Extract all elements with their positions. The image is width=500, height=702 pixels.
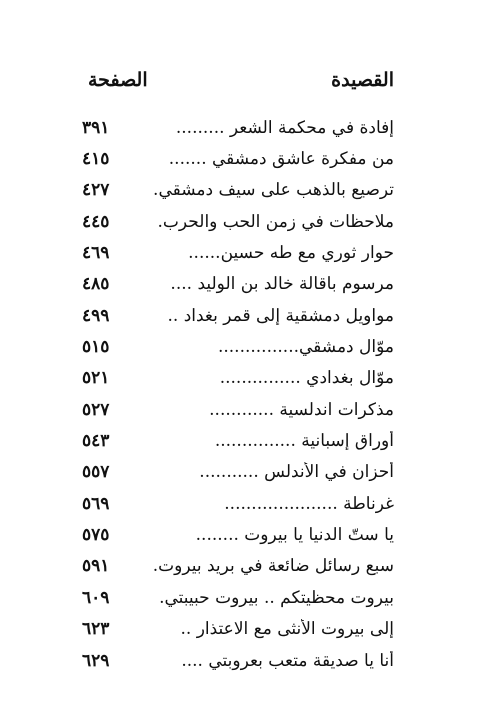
page-number: ٤٦٩	[82, 243, 110, 264]
toc-list	[82, 112, 394, 676]
page-number: ٥٥٧	[82, 462, 110, 483]
page-number: ٤١٥	[82, 149, 110, 170]
toc-entry	[82, 300, 394, 331]
page-number: ٤٨٥	[82, 274, 110, 295]
page-number: ٥٤٣	[82, 431, 110, 452]
toc-header	[88, 66, 394, 94]
poem-title: بيروت محظيتكم .. بيروت حبيبتي.	[159, 587, 394, 608]
toc-entry	[82, 363, 394, 394]
poem-title: من مفكرة عاشق دمشقي .......	[168, 149, 394, 170]
page-number: ٥٩١	[82, 556, 110, 577]
toc-entry	[82, 394, 394, 425]
toc-entry	[82, 331, 394, 362]
page-number: ٣٩١	[82, 117, 110, 138]
toc-entry	[82, 488, 394, 519]
toc-entry	[82, 143, 394, 174]
toc-entry	[82, 237, 394, 268]
poem-title: موّال بغدادي ...............	[219, 368, 394, 389]
poem-title: يا ستّ الدنيا يا بيروت ........	[195, 525, 394, 546]
page-number: ٤٩٩	[82, 305, 110, 326]
poem-title: أنا يا صديقة متعب بعروبتي ....	[181, 650, 394, 671]
toc-entry	[82, 175, 394, 206]
toc-entry	[82, 457, 394, 488]
poem-title: إلى بيروت الأنثى مع الاعتذار ..	[180, 619, 394, 640]
page-number: ٦٠٩	[82, 587, 110, 608]
toc-entry	[82, 112, 394, 143]
page-number: ٥٧٥	[82, 525, 110, 546]
poem-title: مواويل دمشقية إلى قمر بغداد ..	[167, 305, 394, 326]
poem-title: ملاحظات في زمن الحب والحرب.	[157, 211, 394, 232]
page-number: ٥٢١	[82, 368, 110, 389]
toc-entry	[82, 614, 394, 645]
page-number: ٥١٥	[82, 337, 110, 358]
toc-entry	[82, 269, 394, 300]
page-number: ٤٢٧	[82, 180, 110, 201]
poem-title: ترصيع بالذهب على سيف دمشقي.	[153, 180, 394, 201]
toc-entry	[82, 206, 394, 237]
poem-title: مرسوم باقالة خالد بن الوليد ....	[170, 274, 394, 295]
page-number: ٥٦٩	[82, 493, 110, 514]
poem-column-heading: القصيدة	[331, 69, 394, 91]
poem-title: غرناطة .....................	[224, 493, 394, 514]
poem-title: أوراق إسبانية ...............	[214, 431, 394, 452]
page-column-heading: الصفحة	[88, 69, 148, 91]
poem-title: حوار ثوري مع طه حسين......	[188, 243, 394, 264]
toc-entry	[82, 551, 394, 582]
page-number: ٦٢٩	[82, 650, 110, 671]
toc-entry	[82, 582, 394, 613]
page-number: ٤٤٥	[82, 211, 110, 232]
toc-entry	[82, 425, 394, 456]
poem-title: إفادة في محكمة الشعر .........	[175, 117, 394, 138]
poem-title: أحزان في الأندلس ...........	[199, 462, 394, 483]
toc-entry	[82, 645, 394, 676]
page-number: ٥٢٧	[82, 399, 110, 420]
poem-title: موّال دمشقي...............	[217, 337, 394, 358]
poem-title: سبع رسائل ضائعة في بريد بيروت.	[152, 556, 394, 577]
page-number: ٦٢٣	[82, 619, 110, 640]
toc-entry	[82, 519, 394, 550]
poem-title: مذكرات اندلسية ............	[209, 399, 394, 420]
